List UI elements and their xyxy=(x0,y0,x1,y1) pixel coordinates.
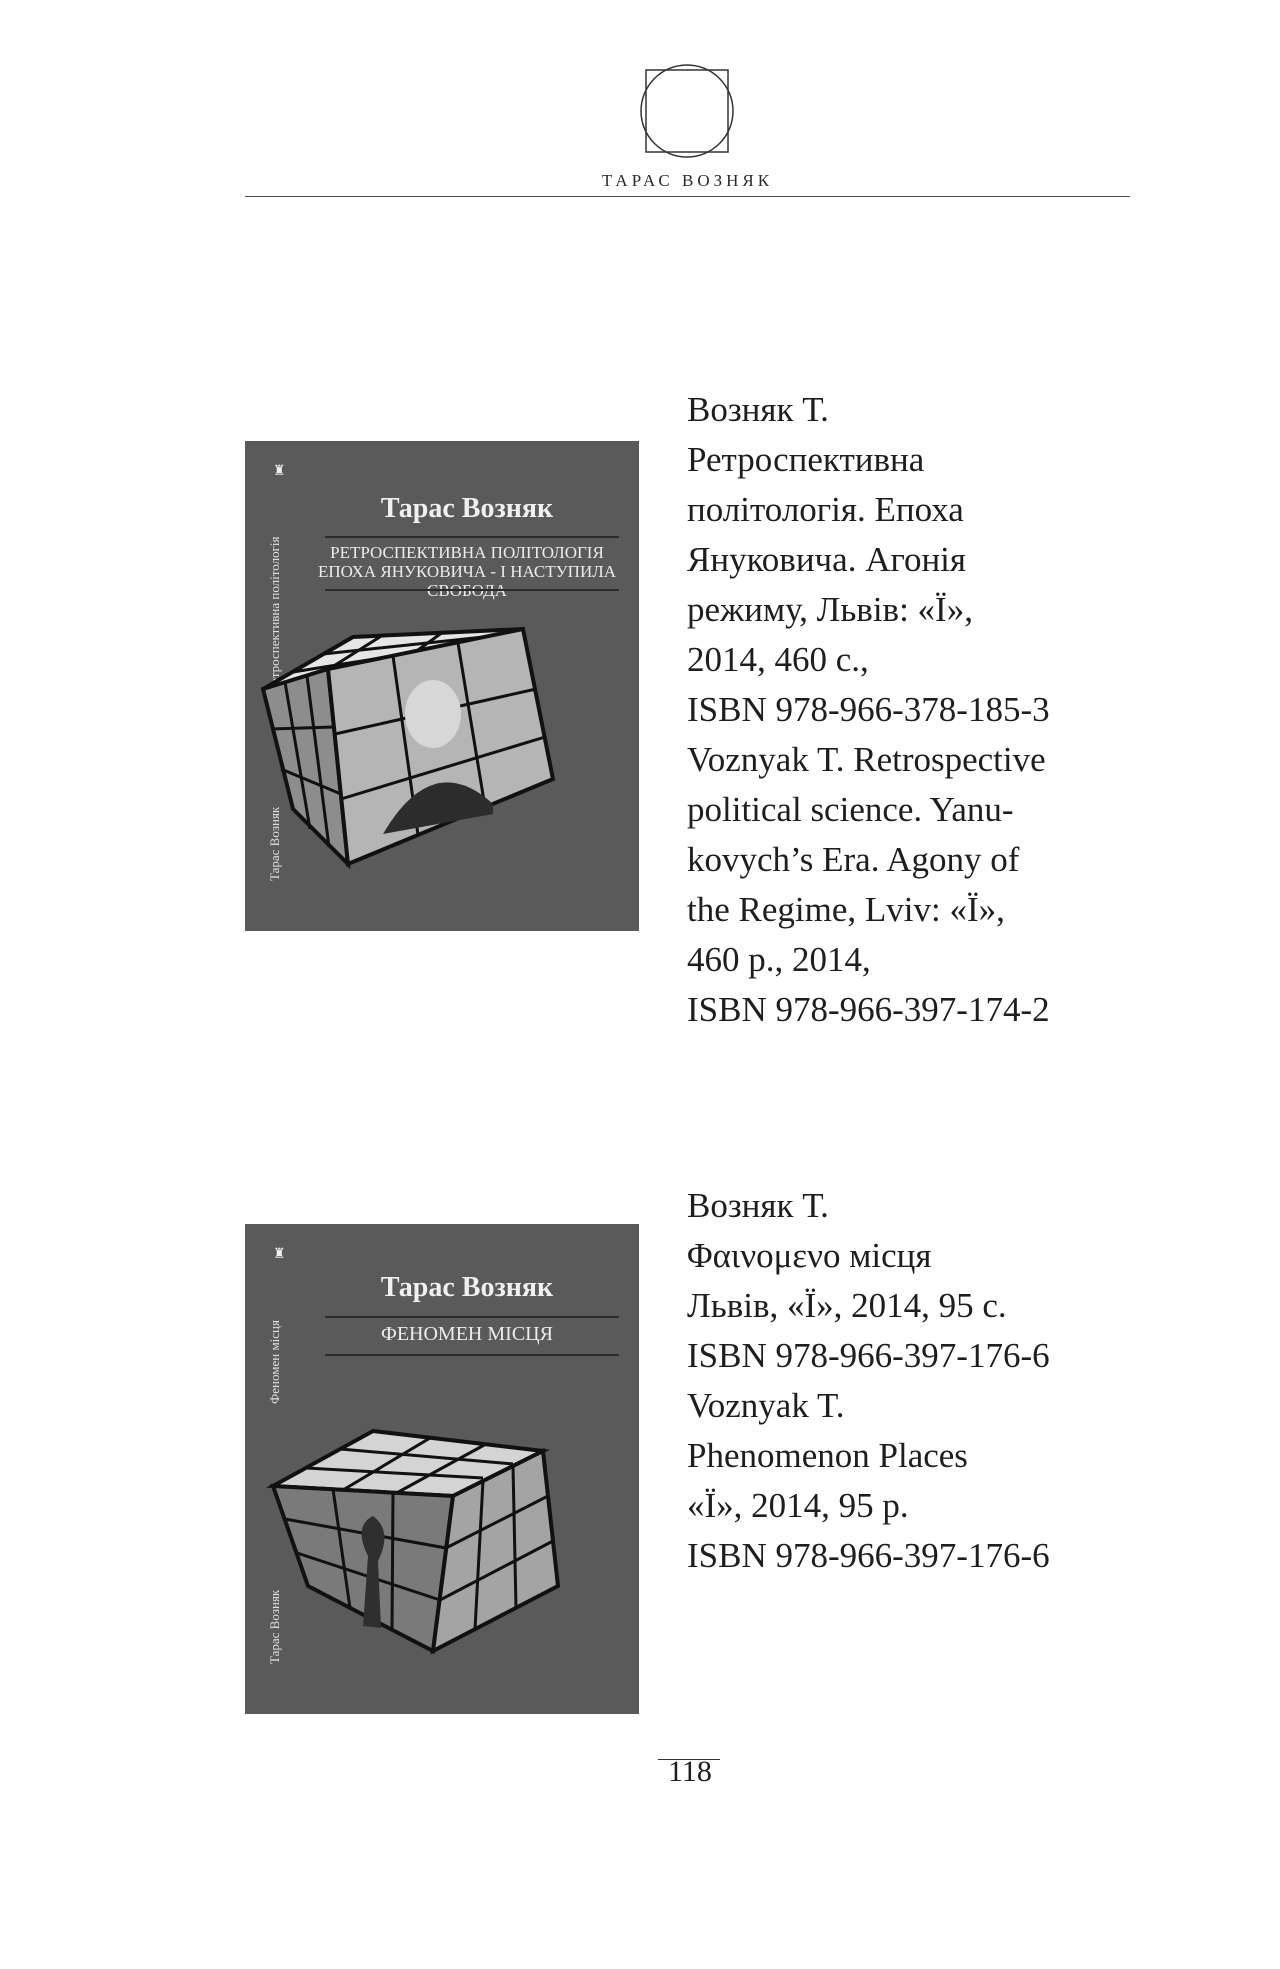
publisher-mark-icon: ♜ xyxy=(273,464,286,479)
entry-line: Януковича. Агонія xyxy=(687,540,967,579)
entry-line: ISBN 978-966-397-176-6 xyxy=(687,1336,1050,1375)
book-entry-1 xyxy=(687,385,1137,1035)
cover-rule-top xyxy=(325,1316,619,1318)
entry-line: 460 p., 2014, xyxy=(687,940,871,979)
entry-line: kovych’s Era. Agony of xyxy=(687,840,1020,879)
page-number: 118 xyxy=(668,1755,712,1788)
cover-subtitle-line: ФЕНОМЕН МІСЦЯ xyxy=(381,1323,553,1345)
rubiks-cube-photo-collage-icon xyxy=(253,1396,583,1666)
running-head: ТАРАС ВОЗНЯК xyxy=(601,171,774,190)
cover-spine-author: Тарас Возняк xyxy=(267,806,282,881)
entry-line: режиму, Львів: «Ї», xyxy=(687,590,973,629)
entry-line: Возняк Т. xyxy=(687,390,829,429)
cover-subtitle-line: РЕТРОСПЕКТИВНА ПОЛІТОЛОГІЯ xyxy=(330,543,604,562)
entry-line: Львів, «Ї», 2014, 95 с. xyxy=(687,1286,1007,1325)
book-cover-2 xyxy=(245,1224,639,1714)
entry-line: Voznyak T. Retrospective xyxy=(687,740,1046,779)
cover-author: Тарас Возняк xyxy=(380,1272,554,1303)
cover-author: Тарас Возняк xyxy=(380,493,554,524)
entry-line: Ретроспективна xyxy=(687,440,925,479)
cover-spine-title: Феномен місця xyxy=(267,1320,282,1404)
publisher-logo-icon xyxy=(638,62,736,160)
entry-line: ISBN 978-966-378-185-3 xyxy=(687,690,1050,729)
header-rule xyxy=(245,196,1130,197)
entry-line: ISBN 978-966-397-176-6 xyxy=(687,1536,1050,1575)
book-entry-2 xyxy=(687,1181,1137,1581)
cover-spine-author: Тарас Возняк xyxy=(267,1589,282,1664)
cover-rule-bottom xyxy=(325,589,619,591)
cover-rule-bottom xyxy=(325,1354,619,1356)
cover-subtitle xyxy=(305,1322,629,1346)
entry-line: Phenomenon Places xyxy=(687,1436,968,1475)
cover-subtitle-line: ЕПОХА ЯНУКОВИЧА - І НАСТУПИЛА xyxy=(317,562,617,581)
entry-line: Φαινομενο місця xyxy=(687,1236,932,1275)
entry-line: political science. Yanu- xyxy=(687,790,1014,829)
entry-line: Возняк Т. xyxy=(687,1186,829,1225)
entry-line: політологія. Епоха xyxy=(687,490,964,529)
book-cover-1 xyxy=(245,441,639,931)
cover-rule-top xyxy=(325,536,619,538)
entry-line: ISBN 978-966-397-174-2 xyxy=(687,990,1050,1029)
entry-line: Voznyak T. xyxy=(687,1386,845,1425)
cover-spine-title: Ретроспективна політологія xyxy=(267,536,282,691)
entry-line: the Regime, Lviv: «Ї», xyxy=(687,890,1005,929)
cover-subtitle xyxy=(305,543,629,600)
entry-line: 2014, 460 с., xyxy=(687,640,869,679)
rubiks-cube-photo-collage-icon xyxy=(253,599,583,869)
entry-line: «Ї», 2014, 95 p. xyxy=(687,1486,909,1525)
publisher-mark-icon: ♜ xyxy=(273,1247,286,1262)
